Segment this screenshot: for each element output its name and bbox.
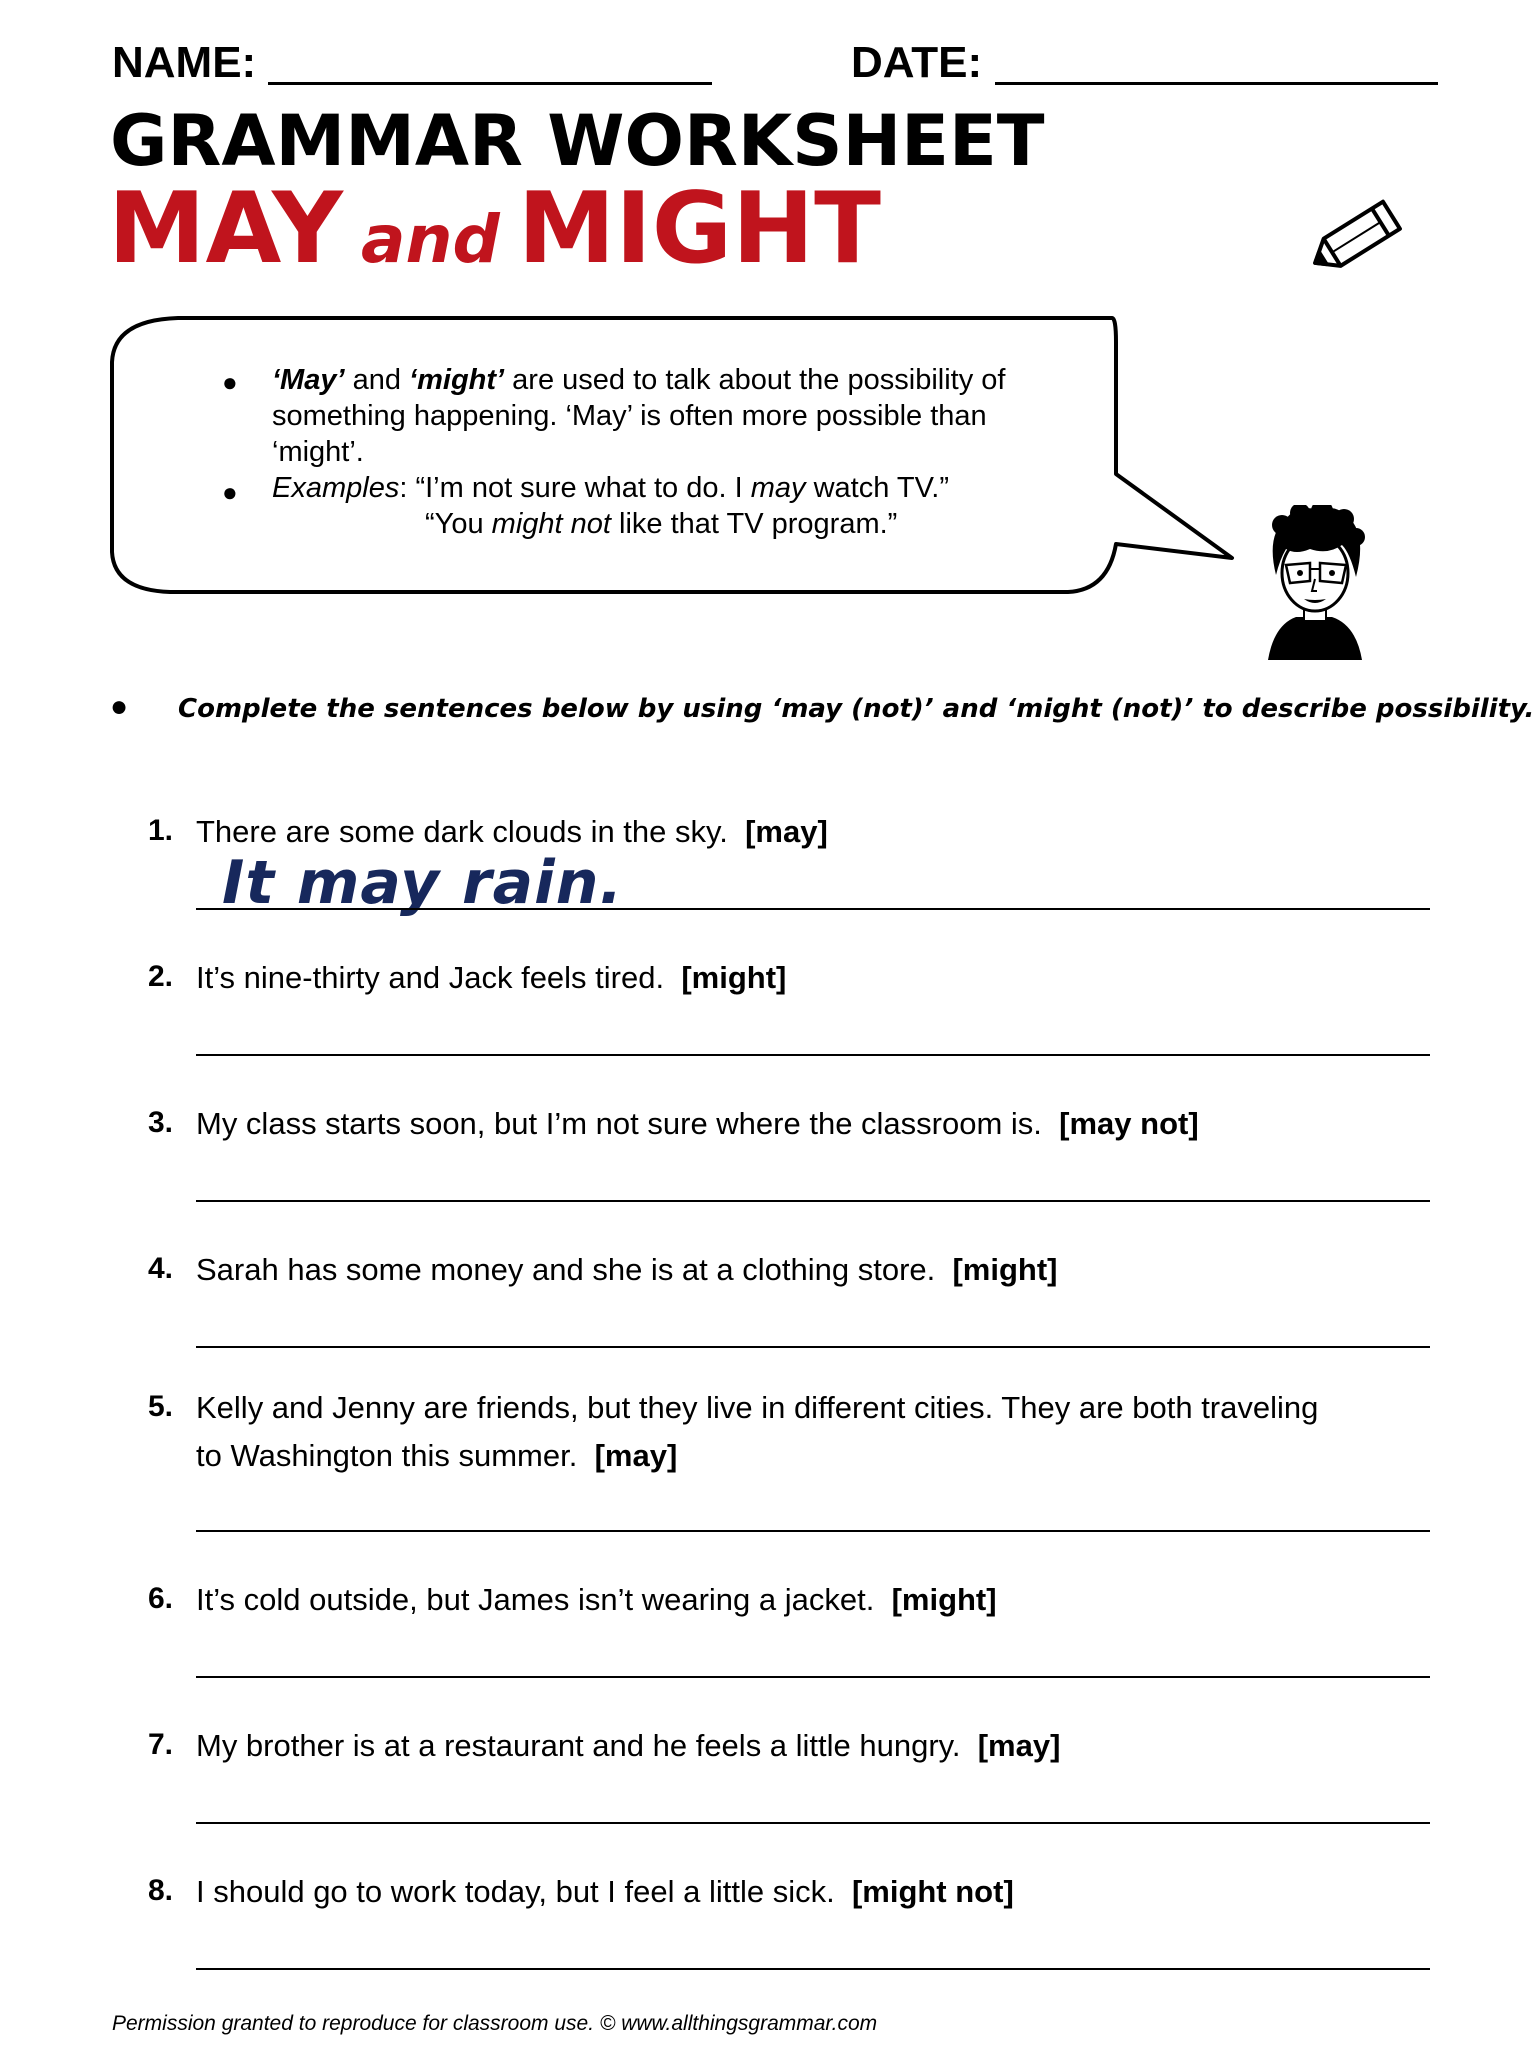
example-2-start: “You (425, 508, 484, 540)
question-hint: [may] (594, 1438, 678, 1473)
example-1-text: : “I’m not sure what to do. I (399, 472, 743, 504)
question-hint: [may] (745, 814, 828, 849)
answer-line[interactable] (196, 908, 1430, 910)
name-label: NAME: (112, 38, 257, 87)
date-field[interactable] (995, 82, 1438, 85)
answer-line[interactable] (196, 1346, 1430, 1348)
examples-line-2 (425, 506, 897, 542)
answer-line[interactable] (196, 1676, 1430, 1678)
subtitle-and: and (360, 201, 500, 278)
examples-label: Examples (272, 472, 400, 504)
example-1-end: watch TV.” (813, 472, 949, 504)
handwritten-answer: It may rain. (222, 848, 624, 918)
question-number: 1. (148, 814, 174, 847)
question-text (196, 1100, 1199, 1147)
question-number: 5. (148, 1390, 174, 1423)
bullet-icon: ● (222, 477, 238, 507)
example-2-end: like that TV program.” (619, 508, 898, 540)
example-might-not: might not (491, 508, 611, 540)
question-number: 3. (148, 1106, 174, 1139)
examples-line-1 (272, 470, 949, 506)
question-hint: [may] (977, 1728, 1061, 1763)
question-text (196, 1576, 997, 1623)
question-sentence: It’s cold outside, but James isn’t wearing a jacket. (196, 1582, 875, 1617)
answer-line[interactable] (196, 1200, 1430, 1202)
page-subtitle (108, 172, 882, 286)
question-text (196, 954, 786, 1001)
date-label: DATE: (851, 38, 983, 87)
answer-line[interactable] (196, 1054, 1430, 1056)
question-sentence: Sarah has some money and she is at a clothing store. (196, 1252, 936, 1287)
question-number: 7. (148, 1728, 174, 1761)
instruction-text: Complete the sentences below by using ‘may (not)’ and ‘might (not)’ to describe possibility. (178, 694, 1535, 724)
pencil-icon (1290, 188, 1420, 288)
question-hint: [might] (681, 960, 787, 995)
answer-line[interactable] (196, 1530, 1430, 1532)
question-sentence: My brother is at a restaurant and he feels a little hungry. (196, 1728, 961, 1763)
question-sentence: There are some dark clouds in the sky. (196, 814, 728, 849)
info-line-1 (272, 362, 1005, 398)
term-might: ‘might’ (409, 364, 505, 396)
question-text-line-2 (196, 1432, 677, 1479)
page-title: GRAMMAR WORKSHEET (110, 100, 1045, 182)
info-and: and (352, 364, 401, 396)
question-text-line-1: Kelly and Jenny are friends, but they live in different cities. They are both traveling (196, 1390, 1319, 1425)
example-may: may (750, 472, 806, 504)
question-text (196, 1722, 1060, 1769)
question-text (196, 1246, 1058, 1293)
subtitle-may: MAY (108, 172, 343, 286)
question-number: 8. (148, 1874, 174, 1907)
question-hint: [might] (952, 1252, 1058, 1287)
answer-line[interactable] (196, 1822, 1430, 1824)
term-may: ‘May’ (272, 364, 345, 396)
question-hint: [might not] (851, 1874, 1014, 1909)
footer-permission: Permission granted to reproduce for classroom use. © www.allthingsgrammar.com (112, 2012, 878, 2035)
question-sentence: to Washington this summer. (196, 1438, 578, 1473)
info-text: are used to talk about the possibility of (512, 364, 1006, 396)
question-hint: [might] (891, 1582, 997, 1617)
bullet-icon: ● (222, 367, 238, 397)
question-number: 6. (148, 1582, 174, 1615)
question-number: 2. (148, 960, 174, 993)
name-field[interactable] (268, 82, 712, 85)
answer-line[interactable] (196, 1968, 1430, 1970)
question-sentence: It’s nine-thirty and Jack feels tired. (196, 960, 665, 995)
teacher-avatar (1260, 505, 1370, 660)
question-hint: [may not] (1059, 1106, 1199, 1141)
question-sentence: My class starts soon, but I’m not sure where the classroom is. (196, 1106, 1042, 1141)
info-line-3: ‘might’. (272, 436, 364, 468)
question-number: 4. (148, 1252, 174, 1285)
instruction-bullet-icon: ● (110, 690, 129, 723)
question-text (196, 1868, 1014, 1915)
subtitle-might: MIGHT (517, 172, 882, 286)
info-line-2: something happening. ‘May’ is often more possible than (272, 400, 987, 432)
question-sentence: I should go to work today, but I feel a little sick. (196, 1874, 835, 1909)
